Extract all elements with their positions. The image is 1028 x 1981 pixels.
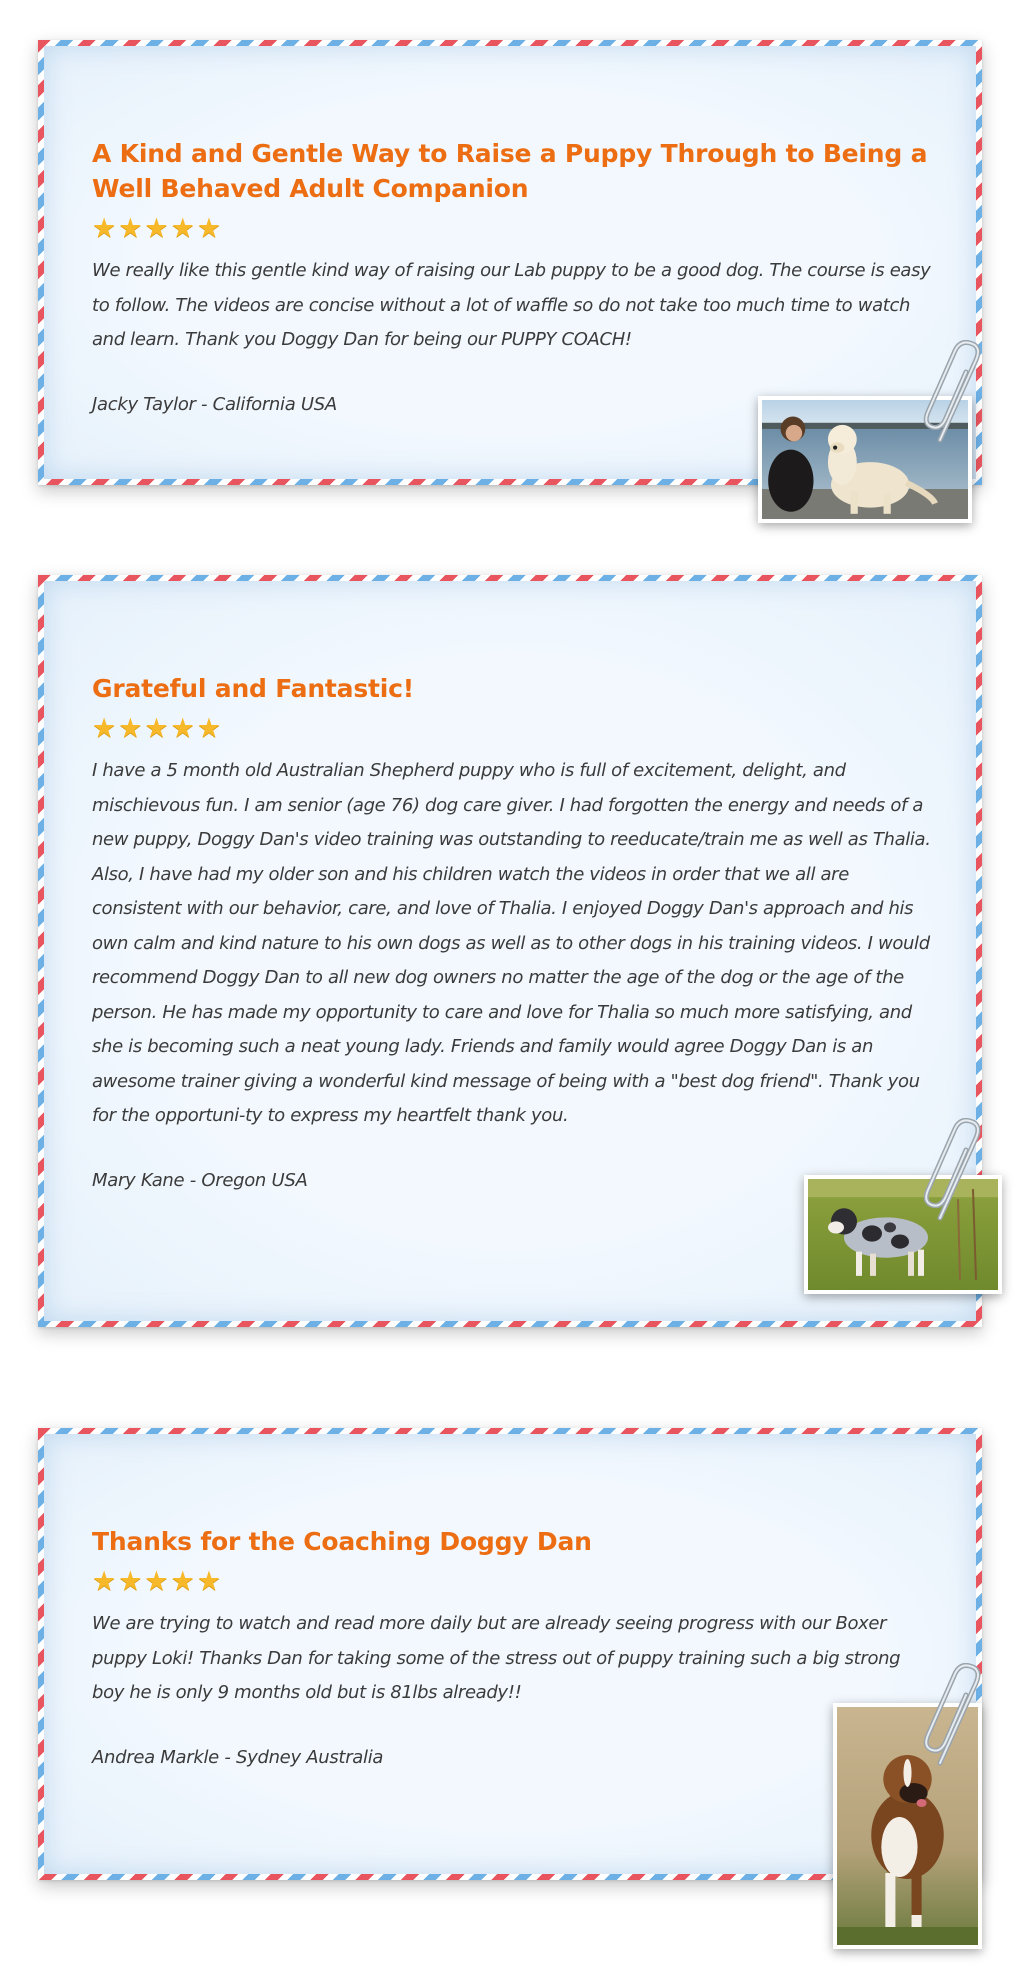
paperclip-icon [918, 1663, 988, 1773]
star-rating: ★★★★★ [92, 713, 224, 744]
testimonial-content-3 [92, 1524, 932, 1773]
testimonial-author: Jacky Taylor - California USA [92, 393, 337, 415]
testimonial-content-1 [92, 136, 932, 420]
testimonial-title: Thanks for the Coaching Doggy Dan [92, 1527, 592, 1556]
star-rating: ★★★★★ [92, 1566, 224, 1597]
testimonial-author: Andrea Markle - Sydney Australia [92, 1746, 384, 1768]
testimonial-author: Mary Kane - Oregon USA [92, 1169, 308, 1191]
star-rating: ★★★★★ [92, 213, 224, 244]
testimonial-text: We really like this gentle kind way of raising our Lab puppy to be a good dog. The course is easy to follow. The videos are concise without a lot of waffle so do not take too much time to watch and learn. Thank you Doggy Dan for being our PUPPY COACH! [92, 260, 931, 350]
testimonial-title: Grateful and Fantastic! [92, 674, 414, 703]
testimonial-text: We are trying to watch and read more daily but are already seeing progress with our Boxer puppy Loki! Thanks Dan for taking some of the stress out of puppy training such a big strong boy he is only 9 months old but is 81lbs already!! [92, 1613, 901, 1703]
testimonial-content-2 [92, 671, 932, 1196]
testimonial-text: I have a 5 month old Australian Shepherd puppy who is full of excitement, delight, and mischievous fun. I am senior (age 76) dog care giver. I had forgotten the energy and needs of a new puppy, Doggy Dan's video training was outstanding to reeducate/train me as well as Thalia. Also, I have had my older son and his children watch the videos in order that we all are consistent with our behavior, care, and love of Thalia. I enjoyed Doggy Dan's approach and his own calm and kind nature to his own dogs as well as to other dogs in his training videos. I would recommend Doggy Dan to all new dog owners no matter the age of the dog or the age of the person. He has made my opportunity to care and love for Thalia so much more satisfying, and she is becoming such a neat young lady. Friends and family would agree Doggy Dan is an awesome trainer giving a wonderful kind message of being with a "best dog friend". Thank you for the opportuni-ty to express my heartfelt thank you. [92, 760, 931, 1126]
paperclip-icon [918, 1118, 988, 1228]
testimonial-title: A Kind and Gentle Way to Raise a Puppy Through to Being a Well Behaved Adult Companion [92, 139, 928, 203]
paperclip-icon [918, 340, 988, 450]
